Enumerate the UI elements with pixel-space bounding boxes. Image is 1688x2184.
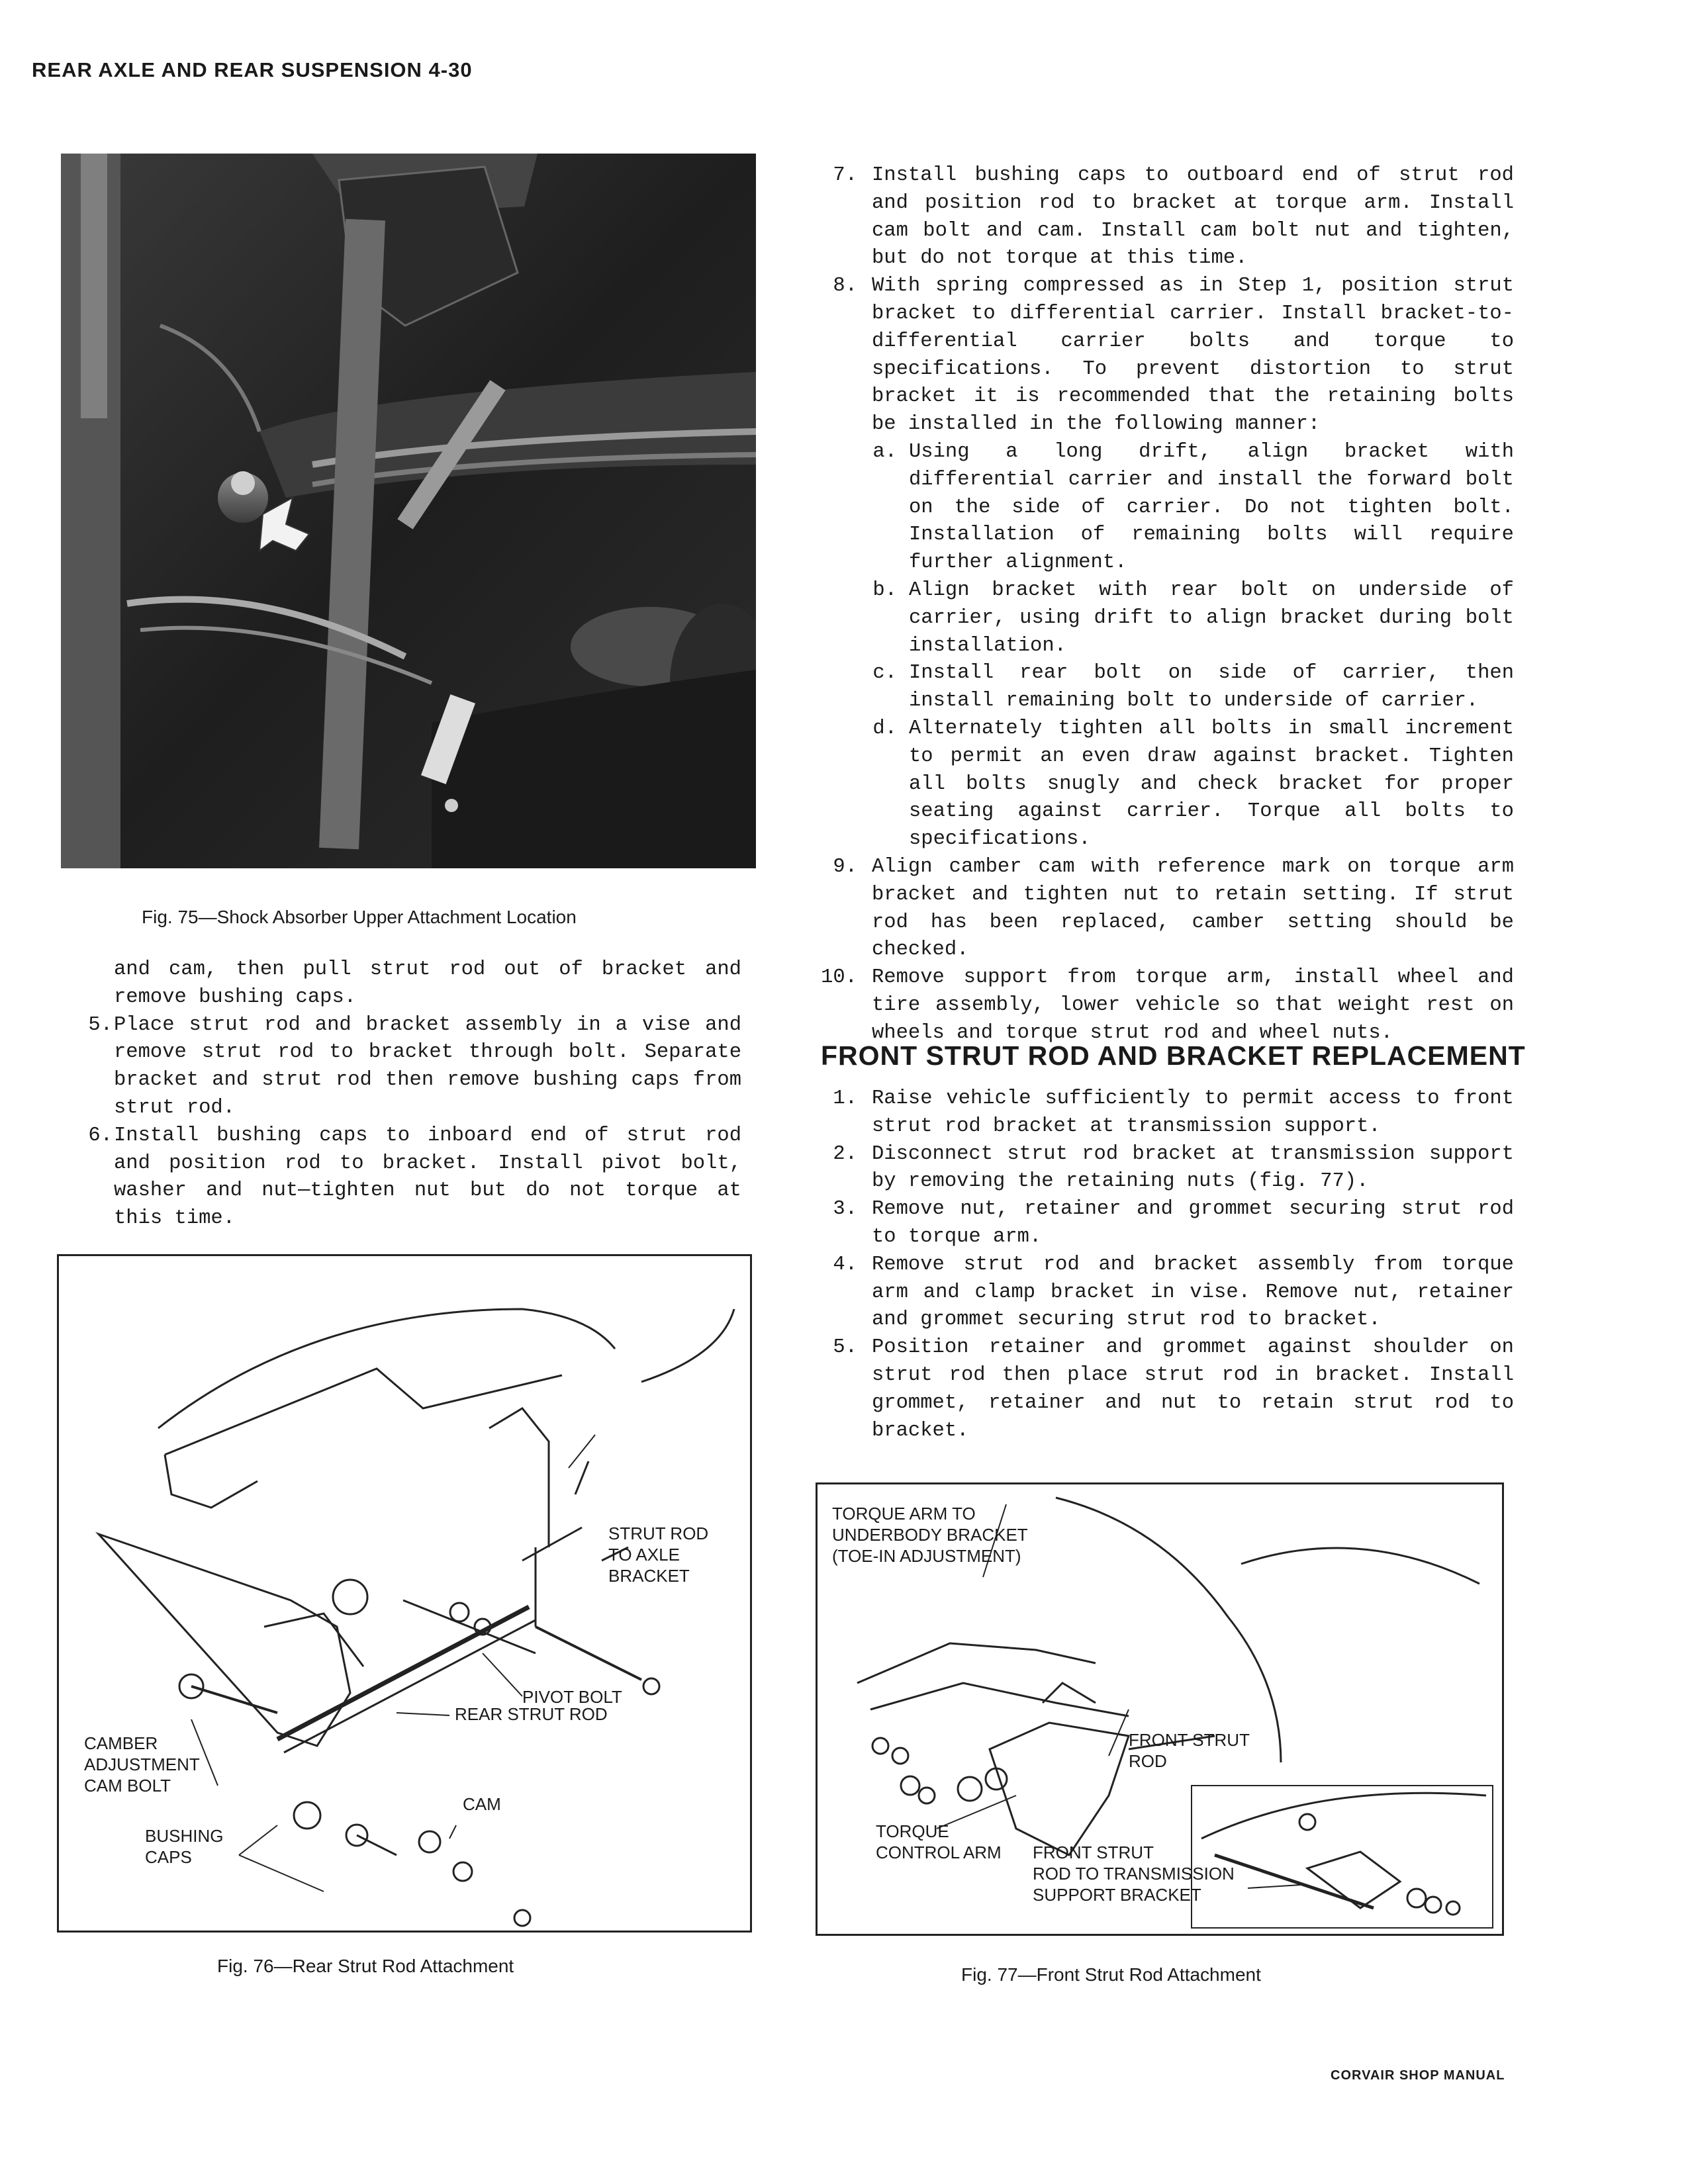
- label-cam: CAM: [463, 1794, 501, 1814]
- substep-a: [811, 439, 1514, 577]
- step-number: 10.: [821, 966, 857, 989]
- substep-text: Install rear bolt on side of carrier, then install remaining bolt to underside of carrier.: [909, 662, 1514, 713]
- step-text: Position retainer and grommet against shoulder on strut rod then place strut rod in bracket. Install grommet, retainer and nut to retain strut rod to bracket.: [872, 1336, 1514, 1442]
- step-5: [73, 1012, 741, 1122]
- substep-letter: c.: [872, 662, 897, 685]
- label-torque-control-arm: TORQUE CONTROL ARM: [876, 1821, 1002, 1862]
- substep-c: [811, 660, 1514, 715]
- step-text: Install bushing caps to inboard end of strut rod and position rod to bracket. Install pivot bolt, washer and nut—tighten nut but do not torque at this time.: [114, 1124, 741, 1230]
- step-text: Remove strut rod and bracket assembly from torque arm and clamp bracket in vise. Remove nut, retainer and grommet securing strut rod to bracket.: [872, 1253, 1514, 1332]
- step-number: 1.: [833, 1087, 857, 1110]
- substep-letter: b.: [872, 578, 897, 602]
- fig75-photo: [61, 154, 756, 868]
- label-bushing-caps: BUSHING CAPS: [145, 1826, 224, 1867]
- step-text: Align camber cam with reference mark on torque arm bracket and tighten nut to retain setting. If strut rod has been replaced, camber setting should be checked.: [872, 855, 1514, 962]
- step-number: 8.: [833, 275, 857, 298]
- substep-letter: a.: [872, 440, 897, 463]
- step-9: [811, 854, 1514, 964]
- step-text: Disconnect strut rod bracket at transmission support by removing the retaining nuts (fig. 77).: [872, 1142, 1514, 1193]
- continuation-paragraph: and cam, then pull strut rod out of bracket and remove bushing caps.: [114, 958, 741, 1009]
- step-10: [811, 964, 1514, 1047]
- right-text-column: [811, 162, 1514, 1048]
- label-front-strut-rod: FRONT STRUT ROD: [1129, 1730, 1250, 1771]
- section-heading: FRONT STRUT ROD AND BRACKET REPLACEMENT: [821, 1040, 1526, 1071]
- fig77-diagram: [816, 1482, 1504, 1936]
- step-text: Install bushing caps to outboard end of strut rod and position rod to bracket at torque arm. Install cam bolt and cam. Install cam bolt nut and tighten, but do not torque at this time.: [872, 164, 1514, 270]
- fig75-caption: Fig. 75—Shock Absorber Upper Attachment Location: [142, 907, 577, 927]
- substep-text: Align bracket with rear bolt on underside of carrier, using drift to align bracket during bolt installation.: [909, 578, 1514, 657]
- step-text: Raise vehicle sufficiently to permit access to front strut rod bracket at transmission support.: [872, 1087, 1514, 1138]
- substep-text: Alternately tighten all bolts in small increment to permit an even draw against bracket. Tighten all bolts snugly and check bracket for proper seating against carrier. Torque all bolts to specifications.: [909, 717, 1514, 851]
- substep-letter: d.: [872, 717, 897, 740]
- step-text: With spring compressed as in Step 1, position strut bracket to differential carrier. Install bracket-to-differential carrier bolts and torque to specifications. To prevent distortion to strut bracket it is recommended that the retaining bolts be installed in the following manner:: [872, 275, 1514, 436]
- fig77-caption: Fig. 77—Front Strut Rod Attachment: [961, 1964, 1261, 1985]
- label-torque-arm-underbody-bracket: TORQUE ARM TO UNDERBODY BRACKET (TOE-IN ADJUSTMENT): [832, 1504, 1028, 1566]
- step-text: Remove support from torque arm, install wheel and tire assembly, lower vehicle so that weight rest on wheels and torque strut rod and wheel nuts.: [872, 966, 1514, 1044]
- step-number: 3.: [833, 1198, 857, 1221]
- label-front-strut-rod-to-transmission: FRONT STRUT ROD TO TRANSMISSION SUPPORT BRACKET: [1033, 1843, 1235, 1905]
- substep-text: Using a long drift, align bracket with differential carrier and install the forward bolt on the side of carrier. Do not tighten bolt. Installation of remaining bolts will require further alignment.: [909, 440, 1514, 574]
- page-header: REAR AXLE AND REAR SUSPENSION 4-30: [32, 58, 473, 81]
- step-6: [73, 1122, 741, 1233]
- step-number: 7.: [833, 164, 857, 187]
- step-number: 5.: [833, 1336, 857, 1359]
- right-text-procedure: [811, 1085, 1514, 1445]
- substep-d: [811, 715, 1514, 854]
- step-text: Remove nut, retainer and grommet securing strut rod to torque arm.: [872, 1198, 1514, 1248]
- page-footer: CORVAIR SHOP MANUAL: [1331, 2068, 1505, 2083]
- step-number: 6.: [88, 1124, 113, 1147]
- front-step-3: [811, 1196, 1514, 1251]
- left-text-column: [73, 956, 741, 1233]
- step-7: [811, 162, 1514, 273]
- fig76-caption: Fig. 76—Rear Strut Rod Attachment: [217, 1956, 514, 1976]
- step-text: Place strut rod and bracket assembly in a vise and remove strut rod to bracket through bolt. Separate bracket and strut rod then remove bushing caps from strut rod.: [114, 1013, 741, 1119]
- shock-absorber-photo: [61, 154, 756, 868]
- step-number: 4.: [833, 1253, 857, 1276]
- substep-b: [811, 577, 1514, 660]
- step-number: 9.: [833, 855, 857, 878]
- step-number: 2.: [833, 1142, 857, 1165]
- front-step-4: [811, 1251, 1514, 1334]
- label-pivot-bolt: PIVOT BOLT: [522, 1687, 622, 1707]
- front-step-1: [811, 1085, 1514, 1141]
- label-camber-adjustment-cam-bolt: CAMBER ADJUSTMENT CAM BOLT: [84, 1733, 200, 1796]
- fig76-diagram: [57, 1254, 752, 1933]
- label-strut-rod-to-axle-bracket: STRUT ROD TO AXLE BRACKET: [608, 1524, 709, 1586]
- front-step-2: [811, 1141, 1514, 1197]
- step-number: 5.: [88, 1013, 113, 1036]
- step-8: [811, 273, 1514, 439]
- label-rear-strut-rod: REAR STRUT ROD: [455, 1704, 608, 1724]
- front-step-5: [811, 1334, 1514, 1445]
